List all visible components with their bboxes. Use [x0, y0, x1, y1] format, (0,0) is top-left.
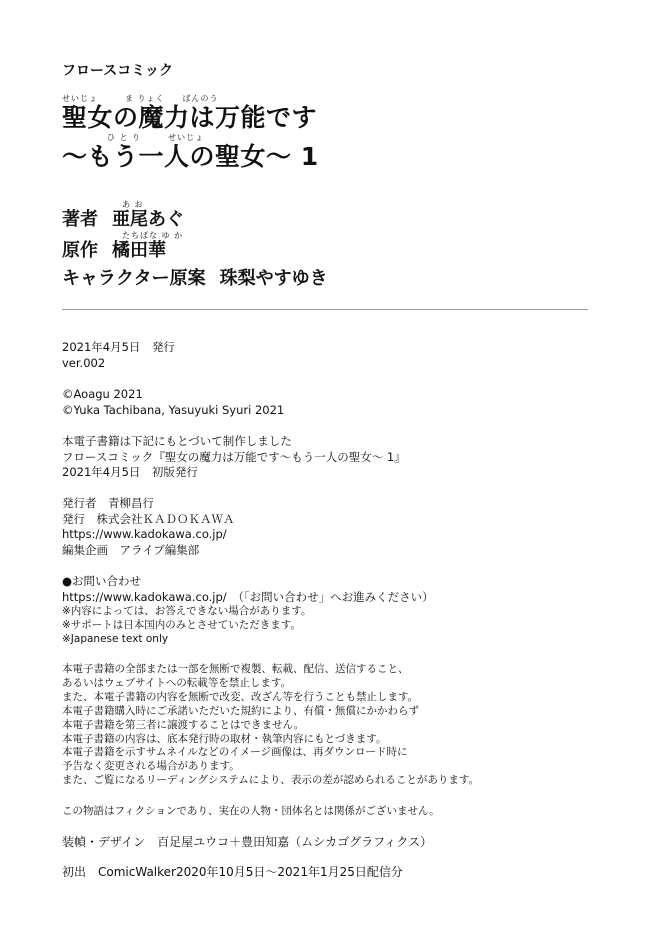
divider — [62, 309, 588, 310]
legal-line: 本電子書籍の全部または一部を無断で複製、転載、配信、送信すること、 — [62, 663, 409, 675]
publisher-info — [62, 496, 610, 558]
source-note — [62, 434, 610, 481]
imprint-label-text: フロースコミック — [62, 63, 174, 79]
legal-line: 予告なく変更される場合があります。 — [62, 760, 240, 773]
contact-note: ※サポートは日本国内のみとさせていただきます。 — [62, 618, 301, 631]
credit-author-name: 亜尾あぐ — [112, 209, 184, 230]
publisher-url: https://www.kadokawa.co.jp/ — [62, 527, 227, 541]
contact-url: https://www.kadokawa.co.jp/ （「お問い合わせ」へお進みください） — [62, 589, 434, 604]
version: ver.002 — [62, 355, 106, 370]
legal-line: あるいはウェブサイトへの転載等を禁止します。 — [62, 676, 292, 689]
publication-date: 2021年4月5日 発行 — [62, 340, 175, 354]
credit-original — [62, 231, 610, 262]
credit-character-role: キャラクター原案 — [62, 268, 206, 289]
copyright-line: ©Yuka Tachibana, Yasuyuki Syuri 2021 — [62, 402, 285, 417]
copyright — [62, 387, 610, 418]
credit-original-furigana: たちばな ゆ か — [122, 231, 184, 240]
design-credit-text: 装幀・デザイン 百足屋ユウコ＋豊田知嘉（ムシカゴグラフィクス） — [62, 835, 433, 849]
contact-heading: ●お問い合わせ — [62, 574, 142, 588]
credit-author-furigana: あ お — [122, 200, 144, 209]
credit-original-name: 橘田華 — [112, 240, 166, 261]
fiction-note — [62, 805, 610, 819]
source-note-line: 2021年4月5日 初版発行 — [62, 465, 198, 479]
publisher-line: 発行 株式会社ＫＡＤＯＫＡＷＡ — [62, 511, 235, 526]
publication-info — [62, 340, 610, 371]
contact — [62, 574, 610, 647]
contact-note: ※Japanese text only — [62, 632, 169, 645]
source-note-line: フロースコミック『聖女の魔力は万能です〜もう一人の聖女〜 1』 — [62, 449, 406, 464]
credit-author — [62, 200, 610, 231]
credit-character — [62, 268, 610, 290]
credits — [62, 200, 610, 290]
copyright-line: ©Aoagu 2021 — [62, 387, 143, 401]
legal-line: 本電子書籍の内容は、底本発行時の取材・執筆内容にもとづきます。 — [62, 732, 387, 745]
title-line2: 〜もう一人の聖女〜 1 — [62, 142, 319, 171]
legal-line: 本電子書籍購入時にご承諾いただいた規約により、有償・無償にかかわらず — [62, 704, 419, 717]
credit-author-role: 著者 — [62, 209, 98, 230]
legal-line: 本電子書籍を示すサムネイルなどのイメージ画像は、再ダウンロード時に — [62, 746, 408, 759]
book-title — [62, 94, 610, 172]
legal-line: また、本電子書籍の内容を無断で改変、改ざん等を行うことも禁止します。 — [62, 690, 419, 703]
imprint-label — [62, 60, 610, 80]
design-credit — [62, 834, 610, 850]
credit-character-name: 珠梨やすゆき — [219, 268, 328, 289]
credit-original-role: 原作 — [62, 240, 98, 261]
contact-note: ※内容によっては、お答えできない場合があります。 — [62, 605, 312, 617]
publisher-line: 編集企画 アライブ編集部 — [62, 542, 200, 557]
legal-line: また、ご覧になるリーディングシステムにより、表示の差が認められることがあります。 — [62, 774, 480, 787]
legal-line: 本電子書籍を第三者に譲渡することはできません。 — [62, 718, 305, 731]
publisher-line: 発行者 青柳昌行 — [62, 496, 154, 510]
title-line2-furigana: ひ と り せいじょ — [62, 133, 205, 142]
title-line1: 聖女の魔力は万能です — [62, 103, 318, 132]
first-appearance — [62, 864, 610, 880]
title-line1-furigana: せいじょ ま りょく ばんのう — [62, 94, 219, 103]
source-note-line: 本電子書籍は下記にもとづいて制作しました — [62, 434, 292, 448]
legal-notice — [62, 663, 610, 788]
fiction-note-text: この物語はフィクションであり、実在の人物・団体名とは関係がございません。 — [62, 805, 440, 817]
first-appearance-text: 初出 ComicWalker2020年10月5日〜2021年1月25日配信分 — [62, 865, 403, 879]
